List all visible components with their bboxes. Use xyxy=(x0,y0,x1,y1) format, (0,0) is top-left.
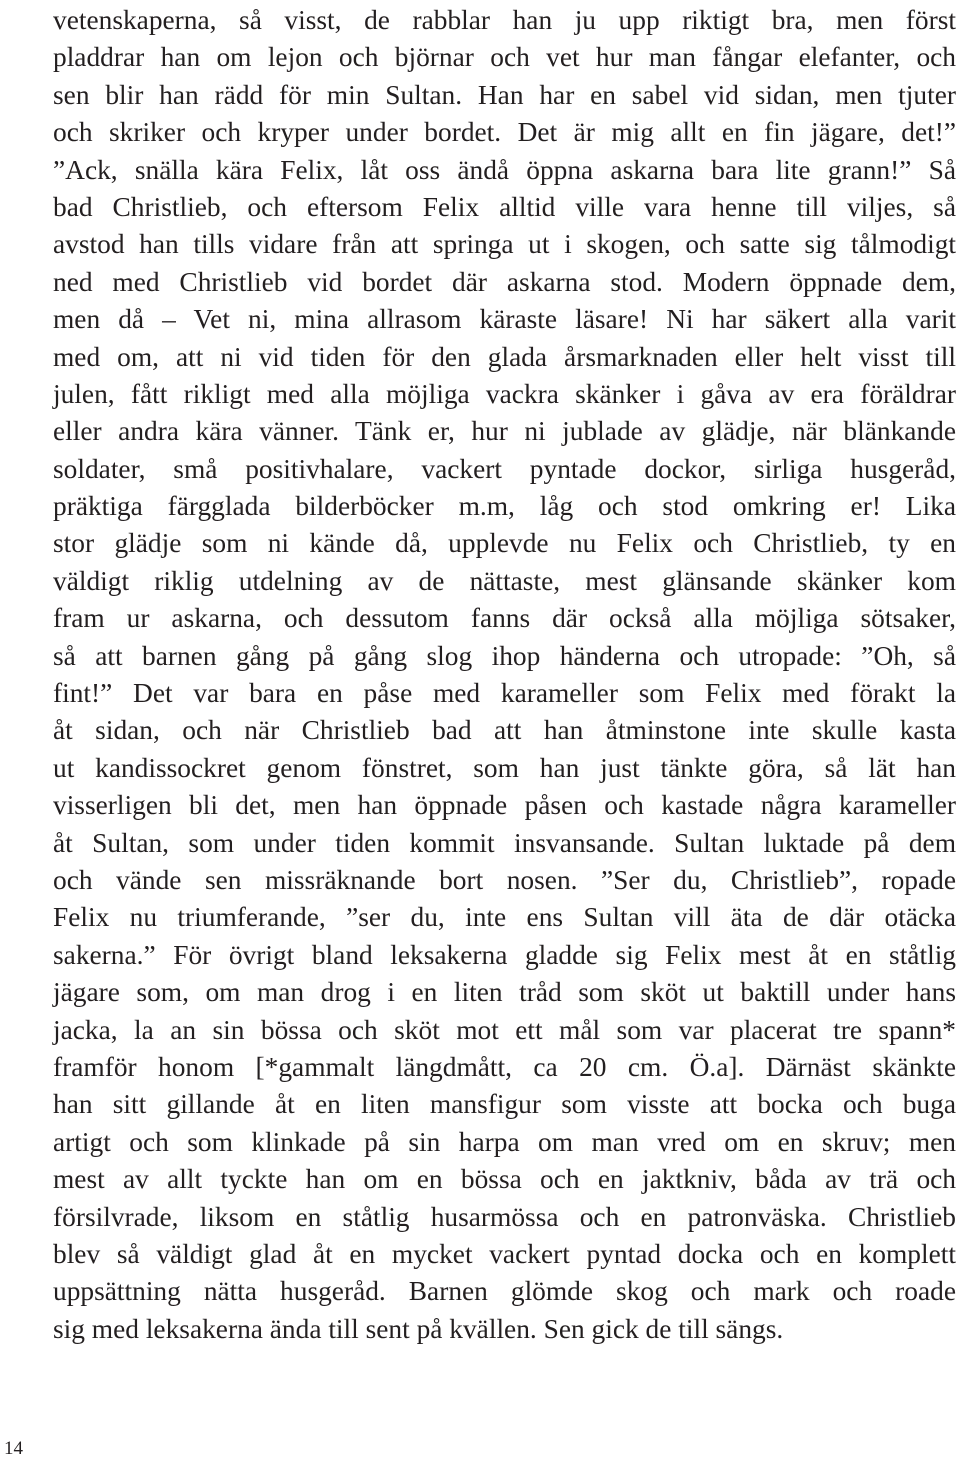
text-line: vetenskaperna, så visst, de rabblar han ju upp riktigt bra, men först xyxy=(53,5,956,35)
text-line: ned med Christlieb vid bordet där askarna stod. Modern öppnade dem, xyxy=(53,266,956,297)
text-line: åt sidan, och när Christlieb bad att han åtminstone inte skulle kasta xyxy=(53,715,956,746)
text-line: soldater, små positivhalare, vackert pyntade dockor, sirliga husgeråd, xyxy=(53,453,956,484)
text-line: visserligen bli det, men han öppnade påsen och kastade några karameller xyxy=(53,790,956,821)
text-line: fint!” Det var bara en påse med karameller som Felix med förakt la xyxy=(53,678,956,709)
text-line: stor glädje som ni kände då, upplevde nu Felix och Christlieb, ty en xyxy=(53,528,956,559)
text-line: eller andra kära vänner. Tänk er, hur ni jublade av glädje, när blänkande xyxy=(53,416,956,447)
text-line: framför honom [*gammalt längdmått, ca 20 cm. Ö.a]. Därnäst skänkte xyxy=(53,1051,956,1082)
page-number: 14 xyxy=(4,1438,23,1459)
text-line: åt Sultan, som under tiden kommit insvansande. Sultan luktade på dem xyxy=(53,827,956,858)
text-line: försilvrade, liksom en ståtlig husarmössa och en patronväska. Christlieb xyxy=(53,1201,956,1232)
text-line: och skriker och kryper under bordet. Det är mig allt en fin jägare, det!” xyxy=(53,117,956,148)
text-line: men då – Vet ni, mina allrasom käraste läsare! Ni har säkert alla varit xyxy=(53,304,956,335)
text-line: Felix nu triumferande, ”ser du, inte ens Sultan vill äta de där otäcka xyxy=(53,902,956,933)
text-line: ut kandissockret genom fönstret, som han just tänkte göra, så lät han xyxy=(53,752,956,783)
text-line: bad Christlieb, och eftersom Felix alltid ville vara henne till viljes, så xyxy=(53,191,956,222)
body-text xyxy=(53,2,956,1348)
text-line: fram ur askarna, och dessutom fanns där också alla möjliga sötsaker, xyxy=(53,603,956,634)
text-line: och vände sen missräknande bort nosen. ”Ser du, Christlieb”, ropade xyxy=(53,864,956,895)
text-line: artigt och som klinkade på sin harpa om man vred om en skruv; men xyxy=(53,1126,956,1157)
text-line: så att barnen gång på gång slog ihop händerna och utropade: ”Oh, så xyxy=(53,640,956,671)
text-line: blev så väldigt glad åt en mycket vackert pyntad docka och en komplett xyxy=(53,1238,956,1269)
text-line: präktiga färgglada bilderböcker m.m, låg och stod omkring er! Lika xyxy=(53,491,956,522)
text-line: sen blir han rädd för min Sultan. Han har en sabel vid sidan, men tjuter xyxy=(53,79,956,110)
text-line: uppsättning nätta husgeråd. Barnen glömde skog och mark och roade xyxy=(53,1276,956,1307)
text-line: julen, fått rikligt med alla möjliga vackra skänker i gåva av era föräldrar xyxy=(53,378,956,409)
text-line: jägare som, om man drog i en liten tråd som sköt ut baktill under hans xyxy=(53,977,956,1008)
text-line: han sitt gillande åt en liten mansfigur som visste att bocka och buga xyxy=(53,1089,956,1120)
text-line: pladdrar han om lejon och björnar och vet hur man fångar elefanter, och xyxy=(53,42,956,73)
text-line: sakerna.” För övrigt bland leksakerna gladde sig Felix mest åt en ståtlig xyxy=(53,939,956,970)
text-line: ”Ack, snälla kära Felix, låt oss ändå öppna askarna bara lite grann!” Så xyxy=(53,154,956,185)
text-line: jacka, la an sin bössa och sköt mot ett mål som var placerat tre spann* xyxy=(53,1014,956,1045)
text-line: sig med leksakerna ända till sent på kvällen. Sen gick de till sängs. xyxy=(53,1313,784,1344)
text-line: med om, att ni vid tiden för den glada årsmarknaden eller helt visst till xyxy=(53,341,956,372)
text-line: väldigt riklig utdelning av de nättaste, mest glänsande skänker kom xyxy=(53,565,956,596)
text-line: avstod han tills vidare från att springa ut i skogen, och satte sig tålmodigt xyxy=(53,229,956,260)
text-line: mest av allt tyckte han om en bössa och en jaktkniv, båda av trä och xyxy=(53,1164,956,1195)
